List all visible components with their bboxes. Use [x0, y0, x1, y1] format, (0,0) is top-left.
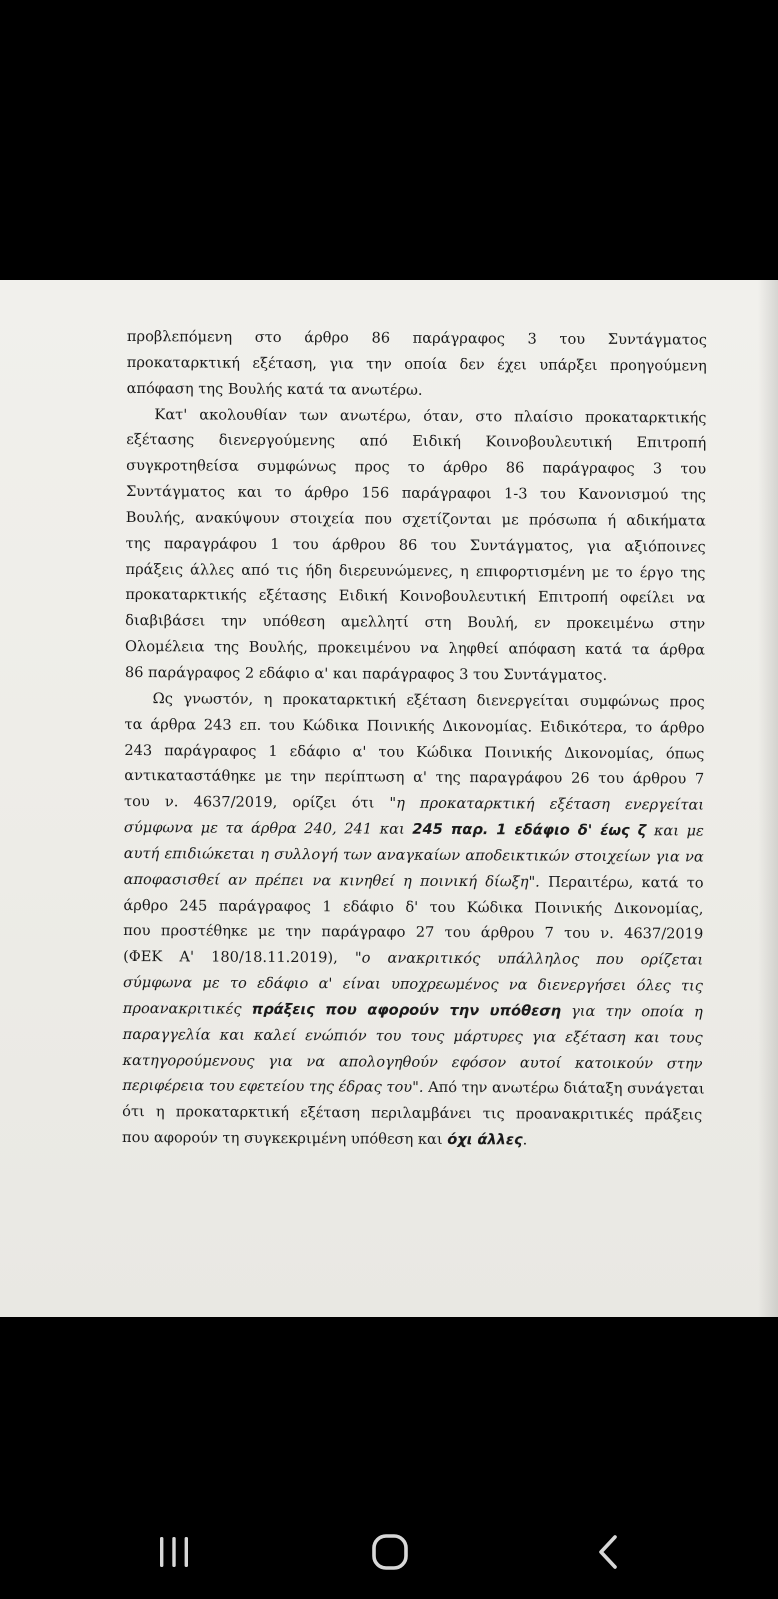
quote-italic: "η προκαταρκτική εξέταση ενεργείται	[389, 794, 705, 814]
text-line: 243 παράγραφος 1 εδάφιο α' του Κώδικα Ποινικής Δικονομίας, όπως	[124, 741, 705, 763]
android-navigation-bar	[0, 1500, 778, 1599]
text-line: τα άρθρα 243 επ. του Κώδικα Ποινικής Δικονομίας. Ειδικότερα, το άρθρο	[124, 715, 705, 737]
text-line	[123, 996, 703, 1025]
text-line: Ολομέλεια της Βουλής, προκειμένου να ληφθεί απόφαση κατά τα άρθρα	[124, 638, 706, 659]
text-line: άρθρο 245 παράγραφος 1 εδάφιο δ' του Κώδικα Ποινικής Δικονομίας,	[123, 896, 704, 918]
text-run: προανακριτικές	[122, 999, 252, 1018]
bold-emphasis: 245 παρ. 1 εδάφιο δ' έως ζ	[412, 820, 647, 840]
text-line: διαβιβάσει την υπόθεση αμελλητί στη Βουλή, εν προκειμένω στην	[125, 612, 706, 633]
back-button[interactable]	[578, 1530, 638, 1574]
quote-italic: "ο ανακριτικός υπάλληλος που ορίζεται	[354, 949, 704, 969]
text-line: εξέτασης διενεργούμενης από Ειδική Κοινοβουλευτική Επιτροπή	[126, 431, 707, 452]
home-icon	[370, 1532, 410, 1572]
text-run: του ν. 4637/2019, ορίζει ότι	[124, 793, 390, 812]
text-line: συγκροτηθείσα συμφώνως προς το άρθρο 86 παράγραφος 3 του	[126, 457, 707, 478]
paragraph-2	[125, 402, 707, 690]
text-run: Περαιτέρω, κατά το	[539, 873, 704, 892]
text-line: 86 παράγραφος 2 εδάφιο α' και παράγραφος 3 του Συντάγματος.	[124, 663, 608, 684]
quote-italic: αποφασισθεί αν πρέπει να κινηθεί η ποινική δίωξη".	[123, 870, 540, 891]
text-line: σύμφωνα με το εδάφιο α' είναι υποχρεωμένος να διενεργήσει όλες τις	[122, 974, 704, 995]
home-button[interactable]	[360, 1530, 420, 1574]
text-run: .	[522, 1131, 528, 1149]
text-run: και με	[646, 822, 704, 840]
text-run: (ΦΕΚ Α' 180/18.11.2019),	[123, 948, 355, 967]
document-body	[122, 324, 707, 1155]
text-line: προκαταρκτική εξέταση, για την οποία δεν έχει υπάρξει προηγούμενη	[126, 353, 707, 375]
text-line	[124, 789, 704, 818]
quote-italic: περιφέρεια του εφετείου της έδρας του".	[122, 1077, 424, 1097]
text-line: προβλεπόμενη στο άρθρο 86 παράγραφος 3 του Συντάγματος	[126, 327, 707, 349]
text-line: αντικαταστάθηκε με την περίπτωση α' της παραγράφου 26 του άρθρου 7	[124, 767, 705, 788]
text-line	[122, 1125, 702, 1154]
text-line: ότι η προκαταρκτική εξέταση περιλαμβάνει τις προανακριτικές πράξεις	[122, 1103, 703, 1124]
text-line	[124, 867, 704, 896]
text-line: της παραγράφου 1 του άρθρου 86 του Συντάγματος, για αξιόποινες	[125, 534, 706, 556]
paragraph-3	[122, 686, 705, 1155]
text-line: παραγγελία και καλεί ενώπιόν του τους μάρτυρες για εξέταση και τους	[122, 1025, 703, 1047]
document-photo	[0, 280, 778, 1317]
text-line: Συντάγματος και το άρθρο 156 παράγραφοι 1-3 του Κανονισμού της	[125, 483, 707, 504]
text-line: Ως γνωστόν, η προκαταρκτική εξέταση διενεργείται συμφώνως προς	[152, 689, 705, 711]
text-line: που προστέθηκε με την παράγραφο 27 του άρθρου 7 του ν. 4637/2019	[123, 922, 704, 943]
paragraph-1	[127, 324, 707, 405]
text-run: για την οποία η	[560, 1002, 703, 1021]
text-line: προκαταρκτικής εξέτασης Ειδική Κοινοβουλευτική Επιτροπή οφείλει να	[125, 586, 706, 607]
text-run: Από την ανωτέρω διάταξη συνάγεται	[423, 1079, 705, 1099]
text-line: απόφαση της Βουλής κατά τα ανωτέρω.	[126, 379, 423, 399]
text-run: σύμφωνα με τα άρθρα 240, 241 και	[123, 819, 413, 838]
recent-apps-icon	[157, 1534, 191, 1570]
text-line	[123, 944, 703, 973]
text-line: πράξεις άλλες από τις ήδη διερευνώμενες, η επιφορτισμένη με το έργο της	[125, 560, 706, 582]
text-run: που αφορούν τη συγκεκριμένη υπόθεση και	[121, 1129, 448, 1149]
text-line: κατηγορούμενους για να απολογηθούν εφόσον αυτοί κατοικούν στην	[122, 1051, 703, 1073]
chevron-left-icon	[593, 1532, 623, 1572]
recent-apps-button[interactable]	[144, 1530, 204, 1574]
text-line: Κατ' ακολουθίαν των ανωτέρω, όταν, στο πλαίσιο προκαταρκτικής	[154, 405, 707, 427]
bold-emphasis: πράξεις που αφορούν την υπόθεση	[251, 1000, 562, 1020]
text-line	[124, 815, 704, 844]
bold-emphasis: όχι άλλες	[447, 1131, 523, 1149]
text-line	[122, 1073, 705, 1102]
text-line: αυτή επιδιώκεται η συλλογή των αναγκαίων αποδεικτικών στοιχείων για να	[123, 844, 704, 866]
text-line: Βουλής, ανακύψουν στοιχεία που σχετίζονται με πρόσωπα ή αδικήματα	[125, 508, 706, 530]
